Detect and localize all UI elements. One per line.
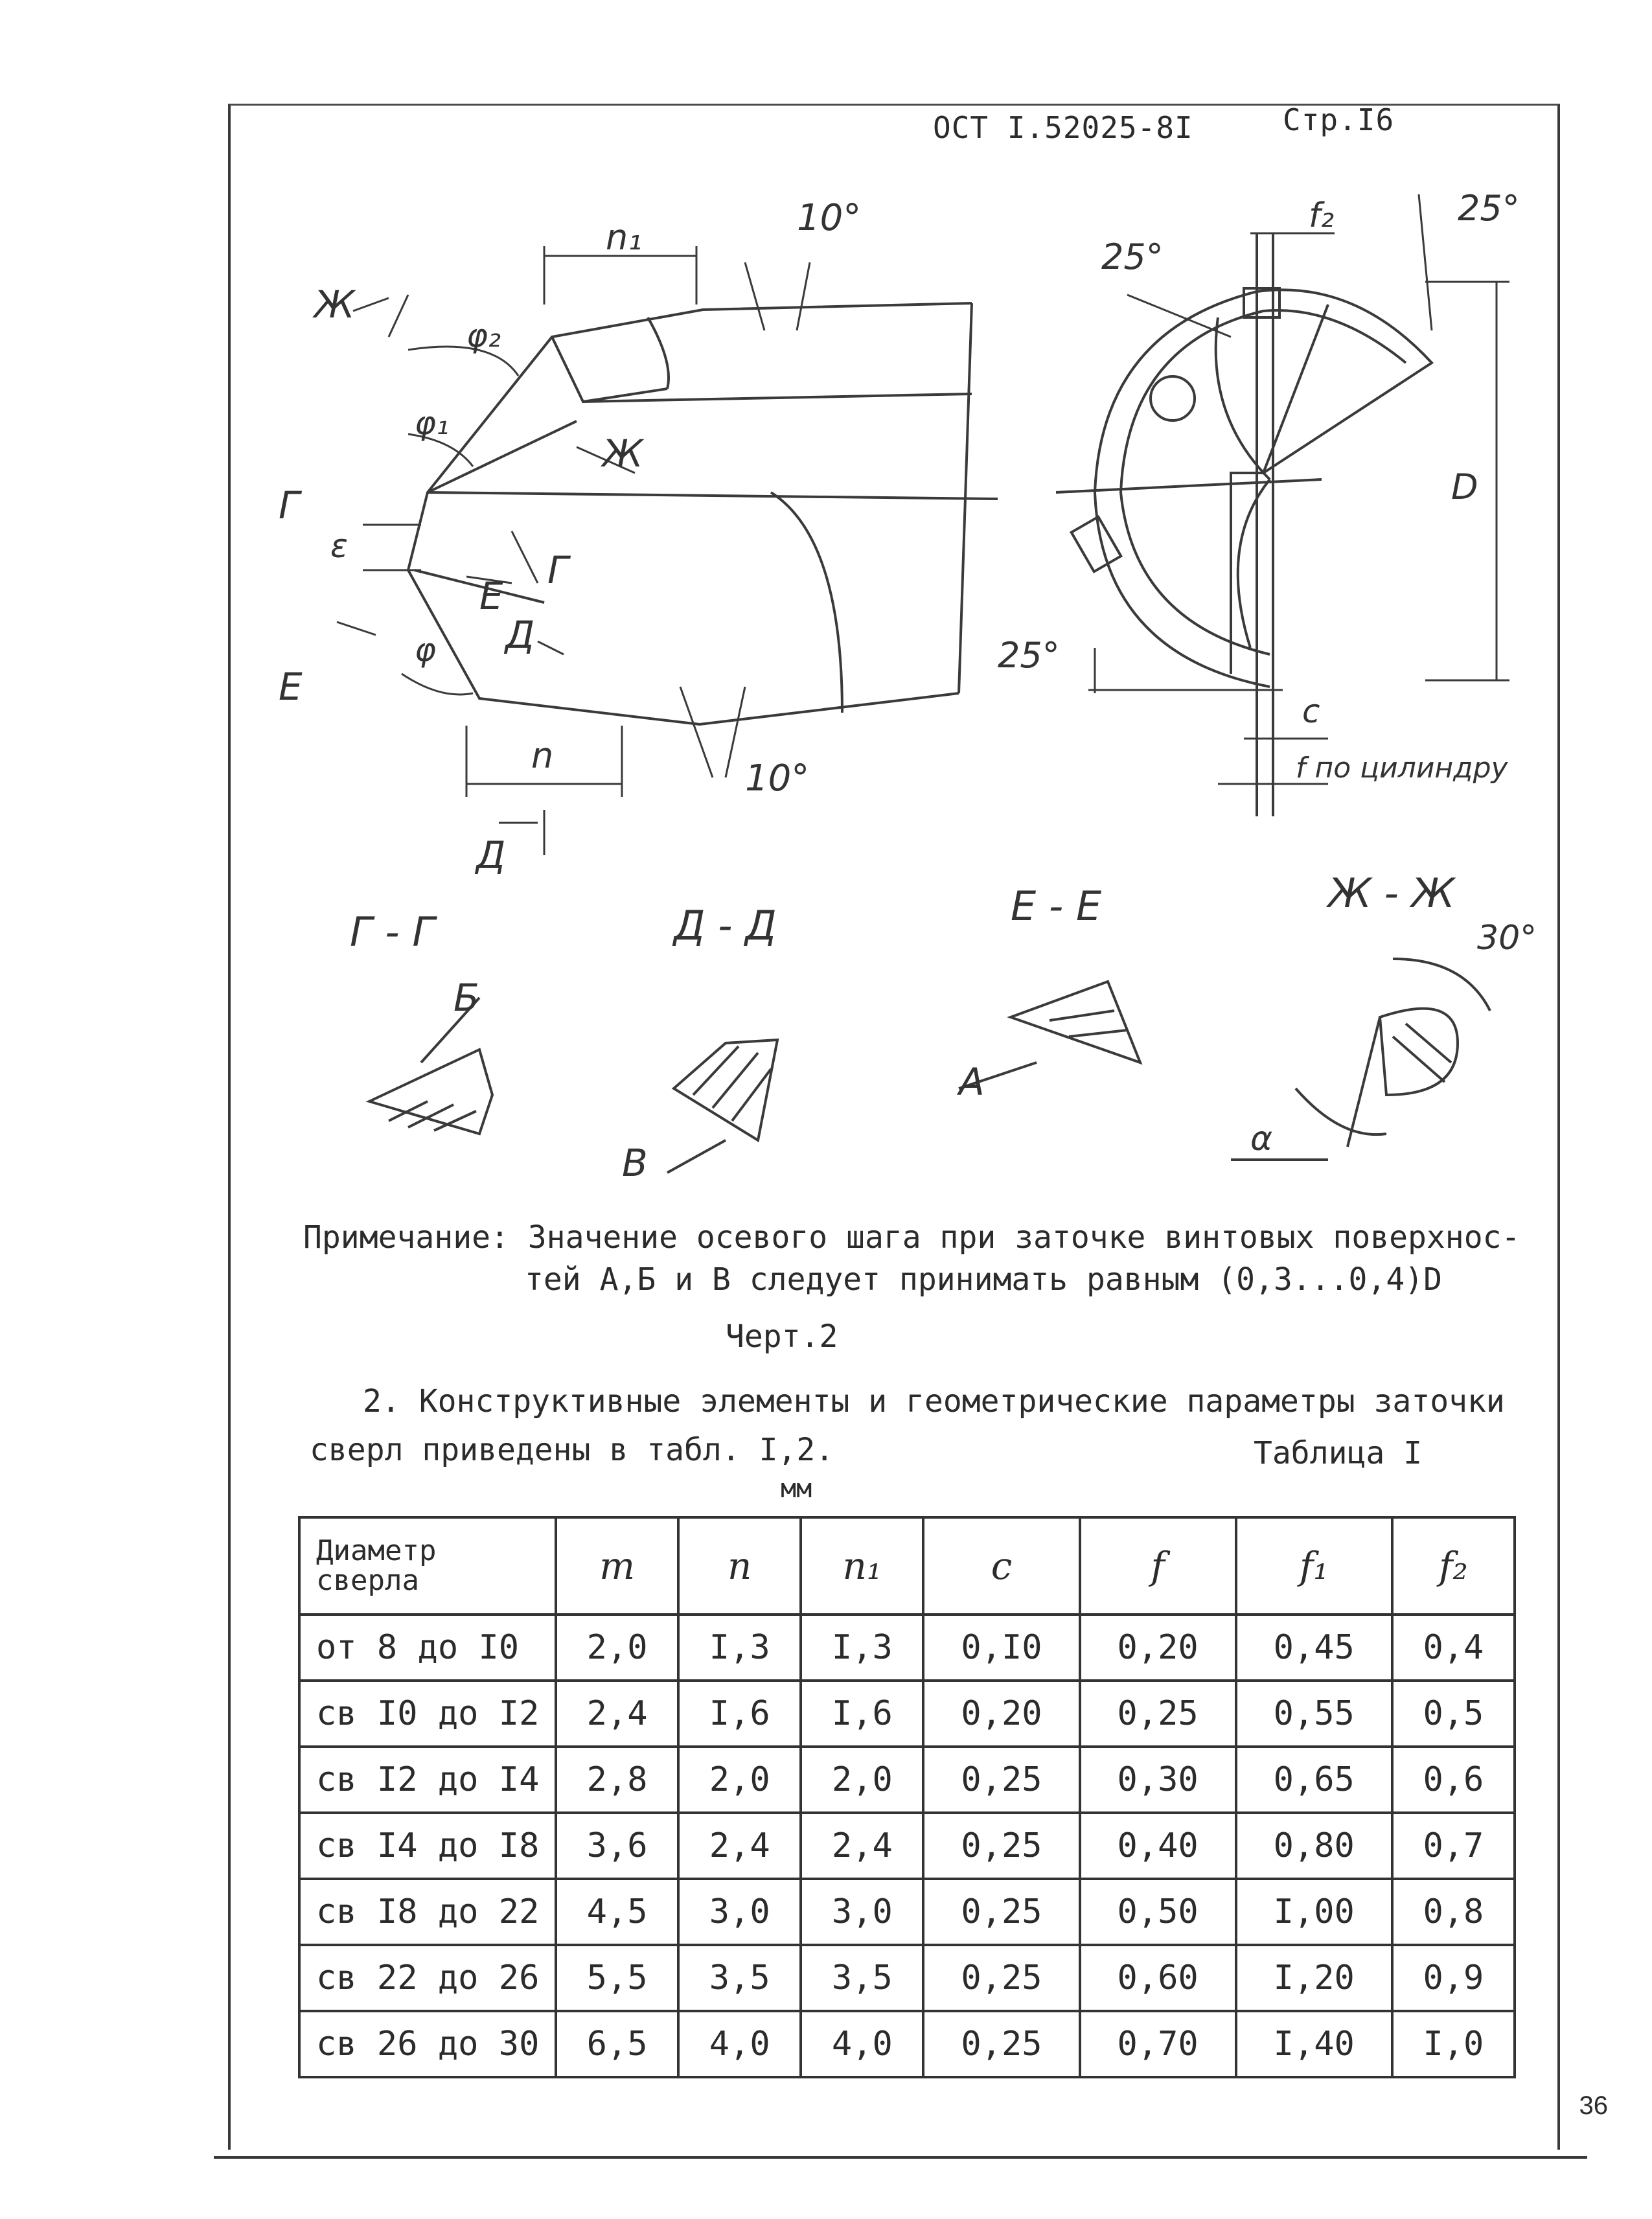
table-cell: I,3 <box>678 1615 801 1681</box>
table-cell: 0,25 <box>1080 1681 1236 1747</box>
note-line-1: Примечание: Значение осевого шага при заточке винтовых поверхнос- <box>303 1219 1520 1256</box>
section-mark-d-top: Д <box>505 613 535 657</box>
table-row <box>299 1747 1515 1813</box>
table-cell: 2,4 <box>678 1813 801 1879</box>
page-bottom-border <box>214 2156 1587 2159</box>
table-cell: св 26 до 30 <box>299 2011 556 2077</box>
table-cell: 0,4 <box>1392 1615 1515 1681</box>
angle-top-label: 10° <box>797 197 862 239</box>
table-cell: 0,20 <box>923 1681 1079 1747</box>
table-cell: 0,40 <box>1080 1813 1236 1879</box>
f2-label: f₂ <box>1309 196 1335 235</box>
table-cell: 0,I0 <box>923 1615 1079 1681</box>
section-title-gg: Г - Г <box>350 908 435 956</box>
section-title-ee: Е - Е <box>1011 882 1102 930</box>
table-row <box>299 1681 1515 1747</box>
section-mark-g-right: Г <box>547 548 569 592</box>
section-title-zhzh: Ж - Ж <box>1328 869 1455 917</box>
table-cell: I,00 <box>1236 1879 1392 1945</box>
header-diameter: Диаметр сверла <box>299 1517 556 1615</box>
dimension-lines <box>337 246 810 855</box>
table-cell: 4,5 <box>556 1879 678 1945</box>
table-cell: св I2 до I4 <box>299 1747 556 1813</box>
table-cell: 0,25 <box>923 1945 1079 2011</box>
section-mark-g-left: Г <box>279 483 300 527</box>
table-cell: 2,4 <box>556 1681 678 1747</box>
parameters-table <box>298 1516 1516 2078</box>
table-cell: I,6 <box>678 1681 801 1747</box>
page-number: 36 <box>1579 2091 1608 2120</box>
section-mark-zh-top: Ж <box>314 282 355 327</box>
table-row <box>299 1945 1515 2011</box>
table-cell: 5,5 <box>556 1945 678 2011</box>
table-cell: 0,70 <box>1080 2011 1236 2077</box>
table-row <box>299 1813 1515 1879</box>
table-row <box>299 1615 1515 1681</box>
table-cell: 0,60 <box>1080 1945 1236 2011</box>
angle-25-bottom: 25° <box>998 635 1060 676</box>
section-dd <box>667 1040 777 1173</box>
dim-c-label: c <box>1302 693 1320 730</box>
table-cell: 4,0 <box>678 2011 801 2077</box>
table-cell: I,40 <box>1236 2011 1392 2077</box>
table-cell: I,3 <box>801 1615 923 1681</box>
table-cell: 0,7 <box>1392 1813 1515 1879</box>
table-cell: I,0 <box>1392 2011 1515 2077</box>
angle-30-label: 30° <box>1477 919 1537 958</box>
table-cell: 0,25 <box>923 2011 1079 2077</box>
table-cell: 4,0 <box>801 2011 923 2077</box>
header-c: c <box>923 1517 1079 1615</box>
table-cell: св I4 до I8 <box>299 1813 556 1879</box>
table-header-row <box>299 1517 1515 1615</box>
table-cell: 2,0 <box>556 1615 678 1681</box>
table-cell: 3,0 <box>678 1879 801 1945</box>
table-cell: св I8 до 22 <box>299 1879 556 1945</box>
table-cell: 3,6 <box>556 1813 678 1879</box>
figure-caption: Черт.2 <box>726 1318 838 1355</box>
table-cell: 2,0 <box>678 1747 801 1813</box>
table-cell: 3,0 <box>801 1879 923 1945</box>
header-f: f <box>1080 1517 1236 1615</box>
table-row <box>299 2011 1515 2077</box>
table-cell: 6,5 <box>556 2011 678 2077</box>
table-cell: 0,45 <box>1236 1615 1392 1681</box>
table-cell: 2,8 <box>556 1747 678 1813</box>
table-cell: св 22 до 26 <box>299 1945 556 2011</box>
phi1-label: φ₁ <box>415 404 450 442</box>
table-cell: 2,0 <box>801 1747 923 1813</box>
section-mark-e-right: Е <box>479 574 503 618</box>
table-cell: 0,6 <box>1392 1747 1515 1813</box>
letter-v-label: В <box>622 1141 648 1185</box>
diameter-d-label: D <box>1451 466 1478 507</box>
table-cell: 0,55 <box>1236 1681 1392 1747</box>
section-mark-e-left: Е <box>279 665 303 709</box>
drill-side-view <box>408 303 998 724</box>
table-cell: 0,20 <box>1080 1615 1236 1681</box>
phi2-label: φ₂ <box>466 317 501 354</box>
angle-bottom-label: 10° <box>745 757 810 799</box>
header-f1: f₁ <box>1236 1517 1392 1615</box>
header-m: m <box>556 1517 678 1615</box>
paragraph-line-2: сверл приведены в табл. I,2. <box>310 1432 834 1468</box>
table-cell: 0,80 <box>1236 1813 1392 1879</box>
table-label: Таблица I <box>1254 1435 1423 1471</box>
table-cell: 0,25 <box>923 1747 1079 1813</box>
letter-b-label: Б <box>453 976 479 1020</box>
table-cell: 0,25 <box>923 1813 1079 1879</box>
angle-25-top-left: 25° <box>1101 236 1164 277</box>
header-n1: n₁ <box>801 1517 923 1615</box>
table-cell: 0,9 <box>1392 1945 1515 2011</box>
note-line-2: тей А,Б и В следует принимать равным (0,3...0,4)D <box>525 1261 1443 1298</box>
header-f2: f₂ <box>1392 1517 1515 1615</box>
dim-n-label: n <box>531 735 554 776</box>
epsilon-label: ε <box>330 527 349 565</box>
paragraph-line-1: 2. Конструктивные элементы и геометрические параметры заточки <box>363 1383 1505 1420</box>
table-cell: св I0 до I2 <box>299 1681 556 1747</box>
table-cell: I,20 <box>1236 1945 1392 2011</box>
section-ee <box>959 982 1140 1088</box>
header-n: n <box>678 1517 801 1615</box>
phi-label: φ <box>415 631 436 669</box>
letter-alpha-label: α <box>1250 1120 1273 1158</box>
table-cell: от 8 до I0 <box>299 1615 556 1681</box>
page-reference: Стр.I6 <box>1283 102 1395 137</box>
table-cell: 0,8 <box>1392 1879 1515 1945</box>
angle-25-top-right: 25° <box>1458 188 1520 229</box>
dim-n1-label: n₁ <box>606 217 642 258</box>
letter-a-label: А <box>959 1060 985 1104</box>
table-cell: 0,5 <box>1392 1681 1515 1747</box>
table-row <box>299 1879 1515 1945</box>
section-mark-zh-bottom: Ж <box>602 431 643 476</box>
drill-end-view <box>1056 233 1432 816</box>
section-title-dd: Д - Д <box>674 902 777 949</box>
table-cell: 2,4 <box>801 1813 923 1879</box>
table-cell: 0,30 <box>1080 1747 1236 1813</box>
standard-number: ОСТ I.52025-8I <box>933 110 1193 145</box>
table-cell: 0,50 <box>1080 1879 1236 1945</box>
table-cell: 0,25 <box>923 1879 1079 1945</box>
f-cylinder-label: f по цилиндру <box>1296 752 1508 785</box>
units-label: мм <box>781 1474 812 1504</box>
end-view-dimensions <box>1088 194 1509 784</box>
table-cell: I,6 <box>801 1681 923 1747</box>
section-mark-d-bottom: Д <box>476 833 506 877</box>
table-cell: 0,65 <box>1236 1747 1392 1813</box>
table-cell: 3,5 <box>801 1945 923 2011</box>
table-cell: 3,5 <box>678 1945 801 2011</box>
